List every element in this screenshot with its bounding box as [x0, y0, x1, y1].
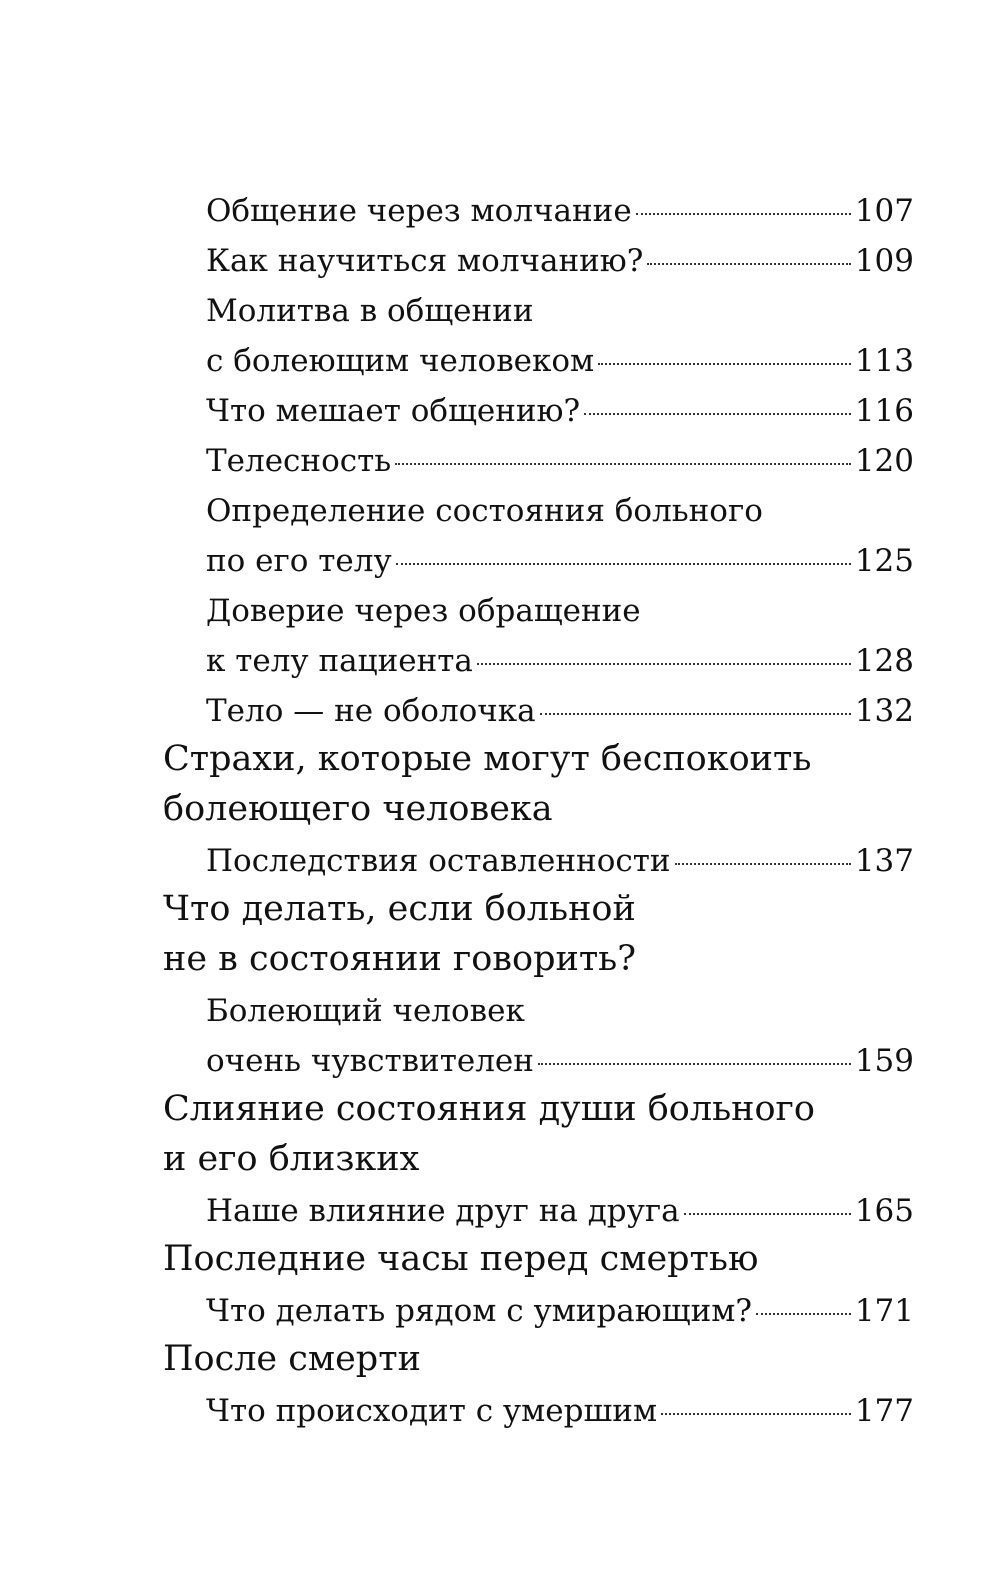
- dot-leader: [598, 363, 851, 365]
- toc-entry-title: Доверие через обращение: [206, 593, 641, 629]
- dot-leader: [477, 663, 851, 665]
- toc-entry-title: Как научиться молчанию?: [206, 243, 644, 279]
- dot-leader: [396, 563, 851, 565]
- toc-entry-line: [206, 243, 914, 279]
- dot-leader: [540, 713, 851, 715]
- dot-leader: [584, 413, 851, 415]
- toc-page-number: 128: [854, 643, 914, 679]
- toc-entry-line: [206, 543, 914, 579]
- dot-leader: [756, 1313, 851, 1315]
- toc-entry-line: [206, 193, 914, 229]
- toc-entry-title: Что делать рядом с умирающим?: [206, 1293, 752, 1329]
- toc-entry-line: [206, 493, 914, 529]
- toc-section-line: [163, 1339, 914, 1379]
- toc-page-number: 165: [854, 1193, 914, 1229]
- toc-entry-line: [206, 1293, 914, 1329]
- toc-entry-title: Молитва в общении: [206, 293, 534, 329]
- toc-page-number: 137: [854, 843, 914, 879]
- dot-leader: [636, 213, 851, 215]
- dot-leader: [647, 263, 850, 265]
- toc-entry-line: [206, 993, 914, 1029]
- toc-section-line: [163, 889, 914, 929]
- toc-entry-line: [206, 393, 914, 429]
- toc-entry-title: Тело — не оболочка: [206, 693, 536, 729]
- dot-leader: [675, 863, 851, 865]
- toc-entry-title: к телу пациента: [206, 643, 473, 679]
- toc-entry-line: [206, 343, 914, 379]
- toc-entry-title: с болеющим человеком: [206, 343, 595, 379]
- dot-leader: [684, 1213, 851, 1215]
- toc-entry-title: не в состоянии говорить?: [163, 939, 636, 979]
- toc-entry-line: [206, 593, 914, 629]
- toc-entry-title: Что делать, если больной: [163, 889, 636, 929]
- toc-section-line: [163, 739, 914, 779]
- toc-entry-title: После смерти: [163, 1339, 421, 1379]
- toc-entry-line: [206, 293, 914, 329]
- toc-entry-line: [206, 843, 914, 879]
- dot-leader: [538, 1063, 851, 1065]
- toc-entry-line: [206, 1193, 914, 1229]
- toc-section-line: [163, 789, 914, 829]
- toc-entry-line: [206, 693, 914, 729]
- toc-page-number: 125: [854, 543, 914, 579]
- toc-entry-title: Что мешает общению?: [206, 393, 581, 429]
- toc-page-number: 132: [854, 693, 914, 729]
- toc-section-line: [163, 939, 914, 979]
- toc-entry-title: Определение состояния больного: [206, 493, 763, 529]
- toc-entry-line: [206, 643, 914, 679]
- toc-section-line: [163, 1139, 914, 1179]
- toc-entry-title: Наше влияние друг на друга: [206, 1193, 680, 1229]
- toc-page-number: 171: [854, 1293, 914, 1329]
- toc-entry-title: Слияние состояния души больного: [163, 1089, 815, 1129]
- dot-leader: [661, 1413, 851, 1415]
- toc-entry-line: [206, 1043, 914, 1079]
- toc-entry-title: Последние часы перед смертью: [163, 1239, 759, 1279]
- toc-entry-title: Болеющий человек: [206, 993, 525, 1029]
- toc-page-number: 159: [854, 1043, 914, 1079]
- toc-entry-title: Страхи, которые могут беспокоить: [163, 739, 812, 779]
- toc-page-number: 113: [854, 343, 914, 379]
- toc-entry-title: Телесность: [206, 443, 392, 479]
- toc-entry-line: [206, 443, 914, 479]
- toc-section-line: [163, 1089, 914, 1129]
- toc-entry-title: и его близких: [163, 1139, 420, 1179]
- toc-page-number: 109: [854, 243, 914, 279]
- toc-entry-title: Что происходит с умершим: [206, 1393, 658, 1429]
- toc-page-number: 120: [854, 443, 914, 479]
- toc-section-line: [163, 1239, 914, 1279]
- toc-entry-title: по его телу: [206, 543, 392, 579]
- toc-entry-title: Общение через молчание: [206, 193, 632, 229]
- toc-entry-line: [206, 1393, 914, 1429]
- toc-entry-title: очень чувствителен: [206, 1043, 534, 1079]
- dot-leader: [395, 463, 851, 465]
- toc-entry-title: болеющего человека: [163, 789, 553, 829]
- toc-page-number: 177: [854, 1393, 914, 1429]
- toc-page-number: 107: [854, 193, 914, 229]
- toc-page-number: 116: [854, 393, 914, 429]
- toc-entry-title: Последствия оставленности: [206, 843, 671, 879]
